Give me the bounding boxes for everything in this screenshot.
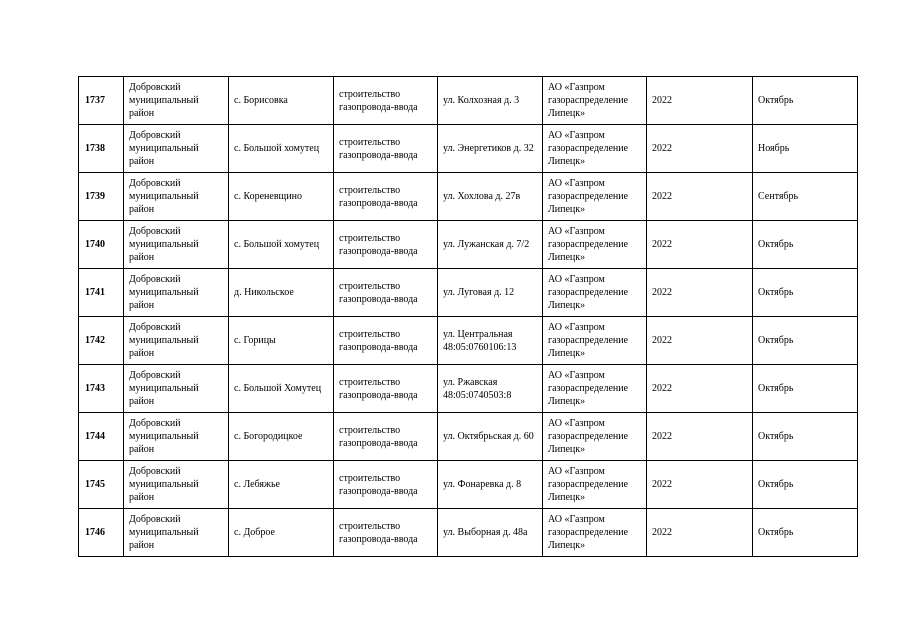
settlement-cell: с. Лебяжье (229, 461, 334, 509)
settlement-cell: с. Большой хомутец (229, 125, 334, 173)
district-cell: Добровский муниципальный район (124, 173, 229, 221)
table-row (79, 173, 858, 221)
year-cell: 2022 (647, 461, 753, 509)
settlement-cell: с. Богородицкое (229, 413, 334, 461)
organization-cell: АО «Газпром газораспределение Липецк» (543, 365, 647, 413)
table-row (79, 269, 858, 317)
table-row (79, 125, 858, 173)
district-cell: Добровский муниципальный район (124, 221, 229, 269)
district-cell: Добровский муниципальный район (124, 77, 229, 125)
work-type-cell: строительство газопровода-ввода (334, 413, 438, 461)
gas-pipeline-registry-table (78, 76, 858, 557)
organization-cell: АО «Газпром газораспределение Липецк» (543, 77, 647, 125)
year-cell: 2022 (647, 365, 753, 413)
address-cell: ул. Выборная д. 48а (438, 509, 543, 557)
year-cell: 2022 (647, 317, 753, 365)
work-type-cell: строительство газопровода-ввода (334, 317, 438, 365)
address-cell: ул. Колхозная д. 3 (438, 77, 543, 125)
organization-cell: АО «Газпром газораспределение Липецк» (543, 221, 647, 269)
year-cell: 2022 (647, 173, 753, 221)
district-cell: Добровский муниципальный район (124, 365, 229, 413)
organization-cell: АО «Газпром газораспределение Липецк» (543, 125, 647, 173)
row-number: 1744 (79, 413, 124, 461)
settlement-cell: с. Борисовка (229, 77, 334, 125)
row-number: 1737 (79, 77, 124, 125)
address-cell: ул. Фонаревка д. 8 (438, 461, 543, 509)
address-cell: ул. Луговая д. 12 (438, 269, 543, 317)
table-row (79, 365, 858, 413)
month-cell: Октябрь (753, 77, 858, 125)
month-cell: Октябрь (753, 269, 858, 317)
address-cell: ул. Лужанская д. 7/2 (438, 221, 543, 269)
table-row (79, 461, 858, 509)
month-cell: Октябрь (753, 317, 858, 365)
address-cell: ул. Центральная 48:05:0760106:13 (438, 317, 543, 365)
table-row (79, 221, 858, 269)
month-cell: Ноябрь (753, 125, 858, 173)
row-number: 1745 (79, 461, 124, 509)
table-row (79, 317, 858, 365)
table-row (79, 509, 858, 557)
address-cell: ул. Октябрьская д. 60 (438, 413, 543, 461)
organization-cell: АО «Газпром газораспределение Липецк» (543, 413, 647, 461)
row-number: 1741 (79, 269, 124, 317)
work-type-cell: строительство газопровода-ввода (334, 269, 438, 317)
row-number: 1740 (79, 221, 124, 269)
organization-cell: АО «Газпром газораспределение Липецк» (543, 317, 647, 365)
district-cell: Добровский муниципальный район (124, 317, 229, 365)
work-type-cell: строительство газопровода-ввода (334, 461, 438, 509)
settlement-cell: с. Кореневщино (229, 173, 334, 221)
work-type-cell: строительство газопровода-ввода (334, 173, 438, 221)
organization-cell: АО «Газпром газораспределение Липецк» (543, 509, 647, 557)
address-cell: ул. Энергетиков д. 32 (438, 125, 543, 173)
work-type-cell: строительство газопровода-ввода (334, 77, 438, 125)
row-number: 1743 (79, 365, 124, 413)
address-cell: ул. Ржавская 48:05:0740503:8 (438, 365, 543, 413)
month-cell: Сентябрь (753, 173, 858, 221)
work-type-cell: строительство газопровода-ввода (334, 365, 438, 413)
district-cell: Добровский муниципальный район (124, 461, 229, 509)
month-cell: Октябрь (753, 461, 858, 509)
organization-cell: АО «Газпром газораспределение Липецк» (543, 173, 647, 221)
work-type-cell: строительство газопровода-ввода (334, 509, 438, 557)
district-cell: Добровский муниципальный район (124, 509, 229, 557)
district-cell: Добровский муниципальный район (124, 413, 229, 461)
settlement-cell: с. Большой хомутец (229, 221, 334, 269)
month-cell: Октябрь (753, 365, 858, 413)
year-cell: 2022 (647, 77, 753, 125)
row-number: 1742 (79, 317, 124, 365)
district-cell: Добровский муниципальный район (124, 125, 229, 173)
district-cell: Добровский муниципальный район (124, 269, 229, 317)
month-cell: Октябрь (753, 413, 858, 461)
organization-cell: АО «Газпром газораспределение Липецк» (543, 269, 647, 317)
year-cell: 2022 (647, 509, 753, 557)
settlement-cell: с. Большой Хомутец (229, 365, 334, 413)
settlement-cell: с. Горицы (229, 317, 334, 365)
year-cell: 2022 (647, 125, 753, 173)
year-cell: 2022 (647, 269, 753, 317)
table-body (79, 77, 858, 557)
work-type-cell: строительство газопровода-ввода (334, 221, 438, 269)
organization-cell: АО «Газпром газораспределение Липецк» (543, 461, 647, 509)
row-number: 1746 (79, 509, 124, 557)
settlement-cell: д. Никольское (229, 269, 334, 317)
table-row (79, 413, 858, 461)
year-cell: 2022 (647, 413, 753, 461)
table-row (79, 77, 858, 125)
work-type-cell: строительство газопровода-ввода (334, 125, 438, 173)
row-number: 1738 (79, 125, 124, 173)
month-cell: Октябрь (753, 509, 858, 557)
address-cell: ул. Хохлова д. 27в (438, 173, 543, 221)
year-cell: 2022 (647, 221, 753, 269)
month-cell: Октябрь (753, 221, 858, 269)
row-number: 1739 (79, 173, 124, 221)
settlement-cell: с. Доброе (229, 509, 334, 557)
